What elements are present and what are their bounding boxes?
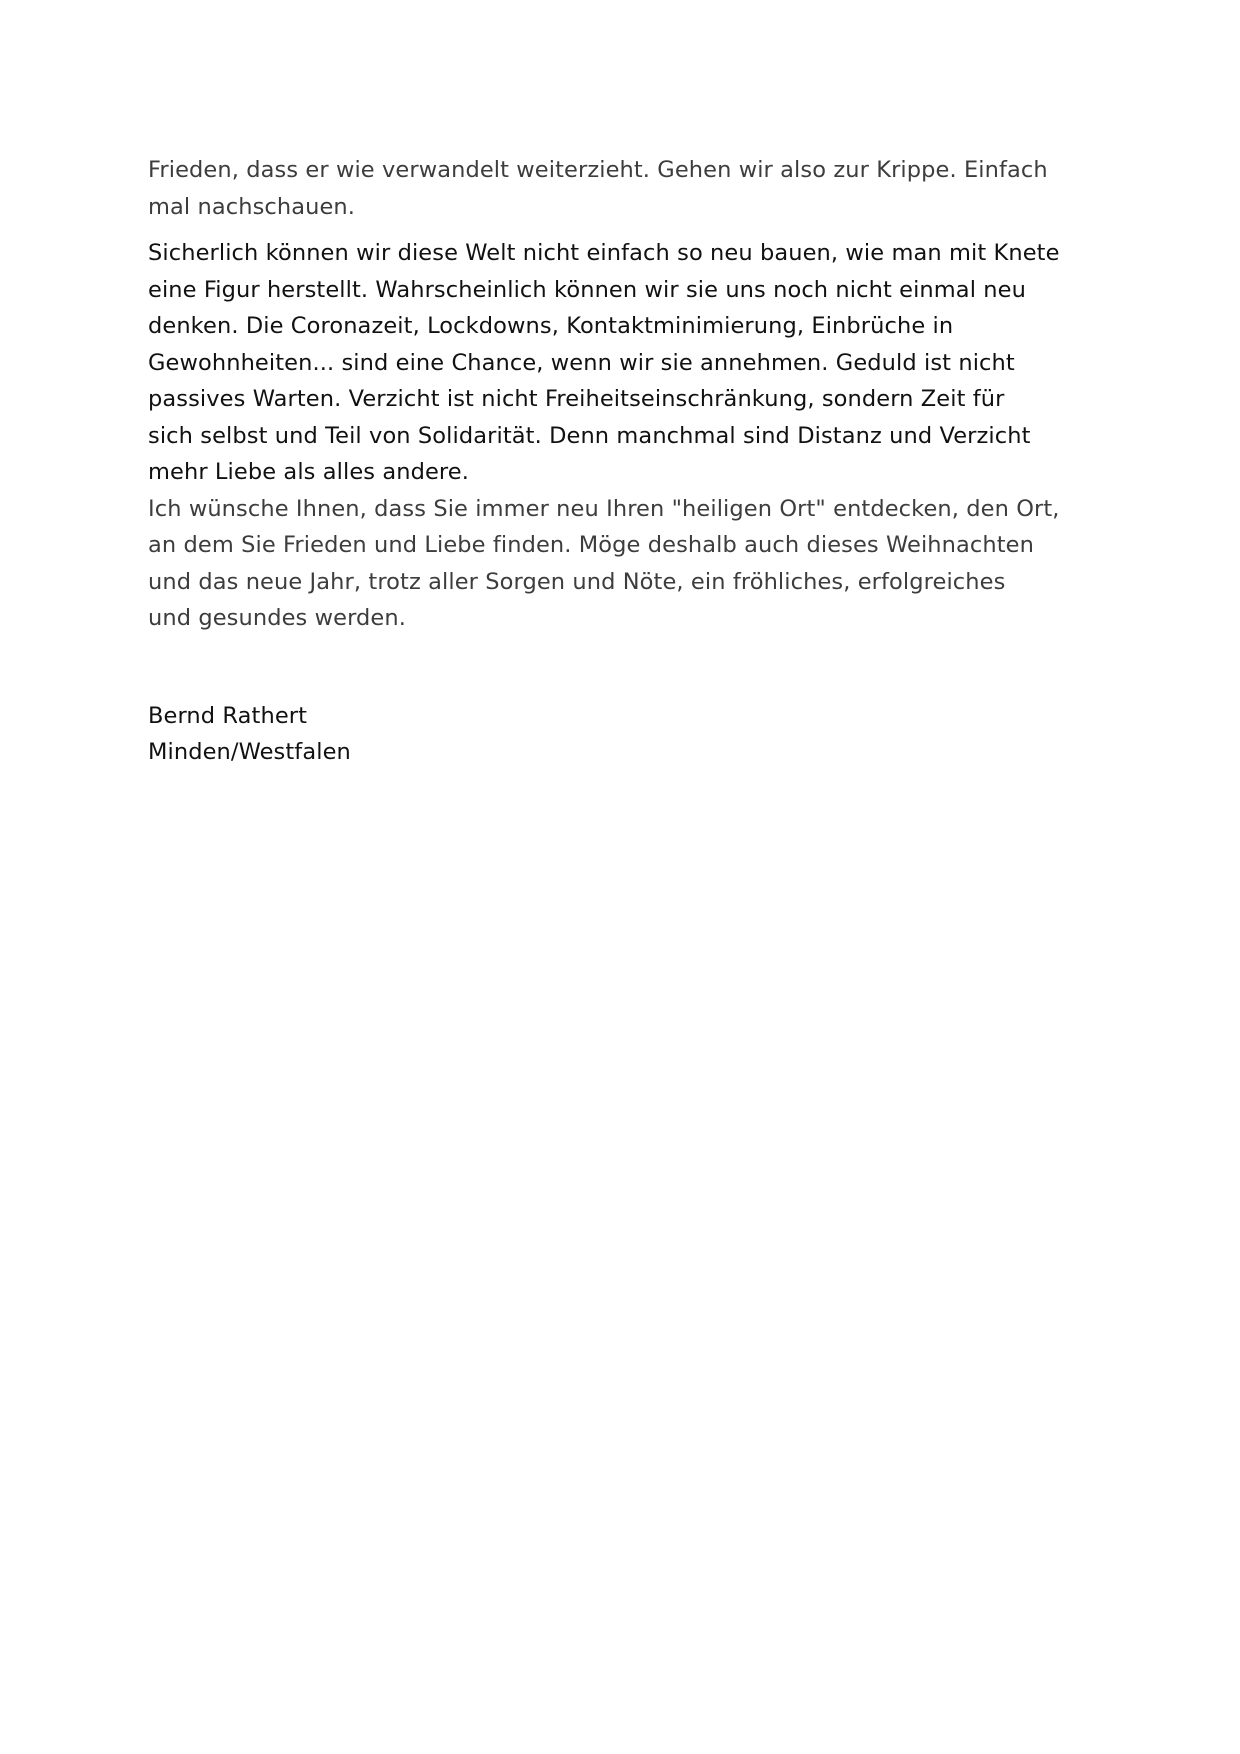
paragraph-wishes [148,491,1068,637]
paragraph-line: Sicherlich können wir diese Welt nicht einfach so neu bauen, wie man mit Knete [148,240,1060,266]
paragraph-line: mehr Liebe als alles andere. [148,459,469,485]
paragraph-line: an dem Sie Frieden und Liebe finden. Möge deshalb auch dieses Weihnachten [148,532,1034,558]
letter-body [148,152,1068,771]
signature-block [148,698,1068,771]
paragraph-line: Frieden, dass er wie verwandelt weiterzieht. Gehen wir also zur Krippe. Einfach [148,157,1048,183]
paragraph-line: denken. Die Coronazeit, Lockdowns, Kontaktminimierung, Einbrüche in [148,313,954,339]
paragraph-line: und gesundes werden. [148,605,406,631]
signature-location: Minden/Westfalen [148,739,351,765]
paragraph-main [148,235,1068,491]
paragraph-line: Gewohnheiten... sind eine Chance, wenn wir sie annehmen. Geduld ist nicht [148,349,1015,376]
paragraph-line: mal nachschauen. [148,193,356,220]
paragraph-line: Ich wünsche Ihnen, dass Sie immer neu Ihren "heiligen Ort" entdecken, den Ort, [148,495,1060,522]
paragraph-line: sich selbst und Teil von Solidarität. Denn manchmal sind Distanz und Verzicht [148,422,1031,449]
paragraph-line: eine Figur herstellt. Wahrscheinlich können wir sie uns noch nicht einmal neu [148,276,1026,303]
paragraph-line: passives Warten. Verzicht ist nicht Freiheitseinschränkung, sondern Zeit für [148,386,1005,412]
paragraph-intro [148,152,1068,225]
signature-name: Bernd Rathert [148,702,308,729]
paragraph-line: und das neue Jahr, trotz aller Sorgen und Nöte, ein fröhliches, erfolgreiches [148,568,1006,595]
